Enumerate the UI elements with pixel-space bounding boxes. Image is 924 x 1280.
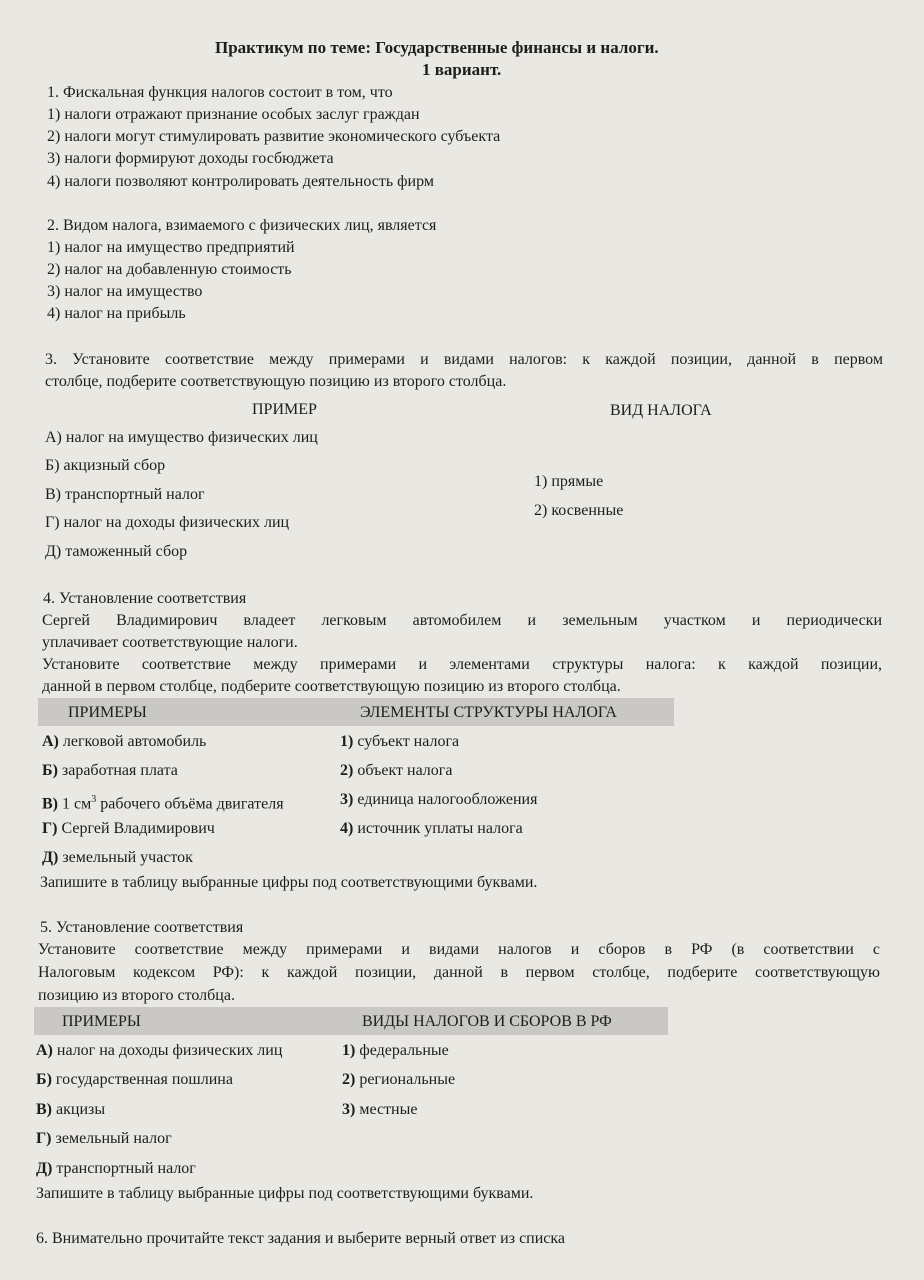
variant-label: 1 вариант. xyxy=(422,60,502,79)
q1-question: 1. Фискальная функция налогов состоит в том, что xyxy=(47,84,393,101)
q5-text-line: Налоговым кодексом РФ): к каждой позиции, данной в первом столбце, подберите соответствующую xyxy=(38,964,880,981)
q4-right-item: 4) источник уплаты налога xyxy=(340,820,523,837)
q2-option: 3) налог на имущество xyxy=(47,283,203,300)
q5-left-item: Г) земельный налог xyxy=(36,1130,172,1147)
q3-left-item: Б) акцизный сбор xyxy=(45,457,166,474)
q5-left-item: В) акцизы xyxy=(36,1101,106,1118)
q5-col1-header: ПРИМЕРЫ xyxy=(62,1013,141,1030)
q5-left-item: Б) государственная пошлина xyxy=(36,1071,233,1088)
q5-text-line: позицию из второго столбца. xyxy=(38,987,235,1004)
q2-option: 2) налог на добавленную стоимость xyxy=(47,261,292,278)
q3-left-item: Д) таможенный сбор xyxy=(45,543,188,560)
q1-option: 1) налоги отражают признание особых заслуг граждан xyxy=(47,106,420,123)
q4-text-line: данной в первом столбце, подберите соответствующую позицию из второго столбца. xyxy=(42,678,621,695)
q2-question: 2. Видом налога, взимаемого с физических лиц, является xyxy=(47,217,437,234)
q5-right-item: 3) местные xyxy=(342,1101,418,1118)
q1-option: 2) налоги могут стимулировать развитие экономического субъекта xyxy=(47,128,501,145)
q3-left-item: А) налог на имущество физических лиц xyxy=(45,429,318,446)
q2-option: 4) налог на прибыль xyxy=(47,305,186,322)
q5-col2-header: ВИДЫ НАЛОГОВ И СБОРОВ В РФ xyxy=(362,1013,612,1030)
q5-left-item: Д) транспортный налог xyxy=(36,1160,196,1177)
q5-heading: 5. Установление соответствия xyxy=(40,919,244,936)
q4-left-item: Д) земельный участок xyxy=(42,849,193,866)
q5-left-item: А) налог на доходы физических лиц xyxy=(36,1042,283,1059)
q4-col2-header: ЭЛЕМЕНТЫ СТРУКТУРЫ НАЛОГА xyxy=(360,704,617,721)
q5-right-item: 1) федеральные xyxy=(342,1042,449,1059)
q3-left-item: В) транспортный налог xyxy=(45,486,205,503)
q3-question-line: 3. Установите соответствие между примерами и видами налогов: к каждой позиции, данной в первом xyxy=(45,351,883,368)
q5-instruction: Запишите в таблицу выбранные цифры под соответствующими буквами. xyxy=(36,1185,534,1202)
page-title: Практикум по теме: Государственные финансы и налоги. xyxy=(215,38,659,57)
q4-right-item: 1) субъект налога xyxy=(340,733,460,750)
q4-col1-header: ПРИМЕРЫ xyxy=(68,704,147,721)
q4-heading: 4. Установление соответствия xyxy=(43,590,247,607)
q3-right-item: 2) косвенные xyxy=(534,502,624,519)
q4-right-item: 3) единица налогообложения xyxy=(340,791,538,808)
q3-question-line: столбце, подберите соответствующую позицию из второго столбца. xyxy=(45,373,507,390)
q3-col2-header: ВИД НАЛОГА xyxy=(610,402,712,419)
q4-text-line: Сергей Владимирович владеет легковым автомобилем и земельным участком и периодически xyxy=(42,612,882,629)
q3-left-item: Г) налог на доходы физических лиц xyxy=(45,514,290,531)
q1-option: 3) налоги формируют доходы госбюджета xyxy=(47,150,334,167)
q4-right-item: 2) объект налога xyxy=(340,762,453,779)
q6-heading: 6. Внимательно прочитайте текст задания и выберите верный ответ из списка xyxy=(36,1230,566,1247)
q4-left-item: В) 1 $см^3$ рабочего объёма двигателя xyxy=(42,794,284,813)
q5-right-item: 2) региональные xyxy=(342,1071,456,1088)
q2-option: 1) налог на имущество предприятий xyxy=(47,239,295,256)
q4-instruction: Запишите в таблицу выбранные цифры под соответствующими буквами. xyxy=(40,874,538,891)
q3-right-item: 1) прямые xyxy=(534,473,604,490)
q4-text-line: уплачивает соответствующие налоги. xyxy=(42,634,298,651)
q5-text-line: Установите соответствие между примерами и видами налогов и сборов в РФ (в соответствии с xyxy=(38,941,880,958)
q4-left-item: А) легковой автомобиль xyxy=(42,733,207,750)
q3-col1-header: ПРИМЕР xyxy=(252,401,317,418)
q4-left-item: Г) Сергей Владимирович xyxy=(42,820,215,837)
q1-option: 4) налоги позволяют контролировать деятельность фирм xyxy=(47,173,434,190)
q4-text-line: Установите соответствие между примерами и элементами структуры налога: к каждой позиции, xyxy=(42,656,882,673)
q4-left-item: Б) заработная плата xyxy=(42,762,178,779)
